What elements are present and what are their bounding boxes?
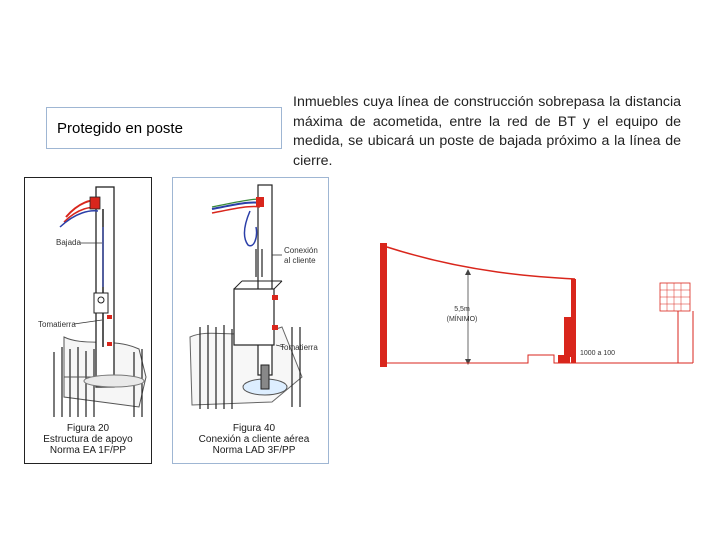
figure-20	[24, 177, 152, 464]
service-pole	[571, 279, 576, 363]
section-label-text: Protegido en poste	[57, 119, 183, 137]
figure-20-caption-norm: Norma EA 1F/PP	[49, 445, 127, 456]
service-drop-wire	[387, 247, 575, 279]
callout-tomatierra-20: Tomatierra	[38, 320, 76, 329]
distribution-pole	[380, 243, 387, 367]
description-paragraph: Inmuebles cuya línea de construcción sobrepasa la distancia máxima de acometida, entre la red de BT y el equipo de medida, se ubicará un poste de bajada próximo a la línea de cierre.	[293, 94, 681, 169]
section-label-box	[46, 107, 282, 149]
figure-20-caption-number: Figura 20	[66, 423, 110, 434]
height-label-value: 5,5m	[454, 306, 470, 313]
span-diagram	[368, 237, 704, 367]
distance-label: 1000 a 100	[580, 350, 616, 357]
height-label-min: (MÍNIMO)	[446, 316, 478, 323]
figure-40	[172, 177, 329, 464]
callout-tomatierra-40: Tomatierra	[280, 343, 318, 352]
pole-shape	[96, 187, 114, 387]
callout-conexion-line1: Conexión	[284, 246, 318, 255]
callout-conexion-line2: al cliente	[284, 256, 316, 265]
callout-bajada: Bajada	[56, 238, 81, 247]
figure-40-caption-norm: Norma LAD 3F/PP	[212, 445, 296, 456]
figure-40-caption-number: Figura 40	[232, 423, 276, 434]
figure-40-caption-title: Conexión a cliente aérea	[198, 434, 310, 445]
figure-20-caption-title: Estructura de apoyo	[43, 434, 133, 445]
